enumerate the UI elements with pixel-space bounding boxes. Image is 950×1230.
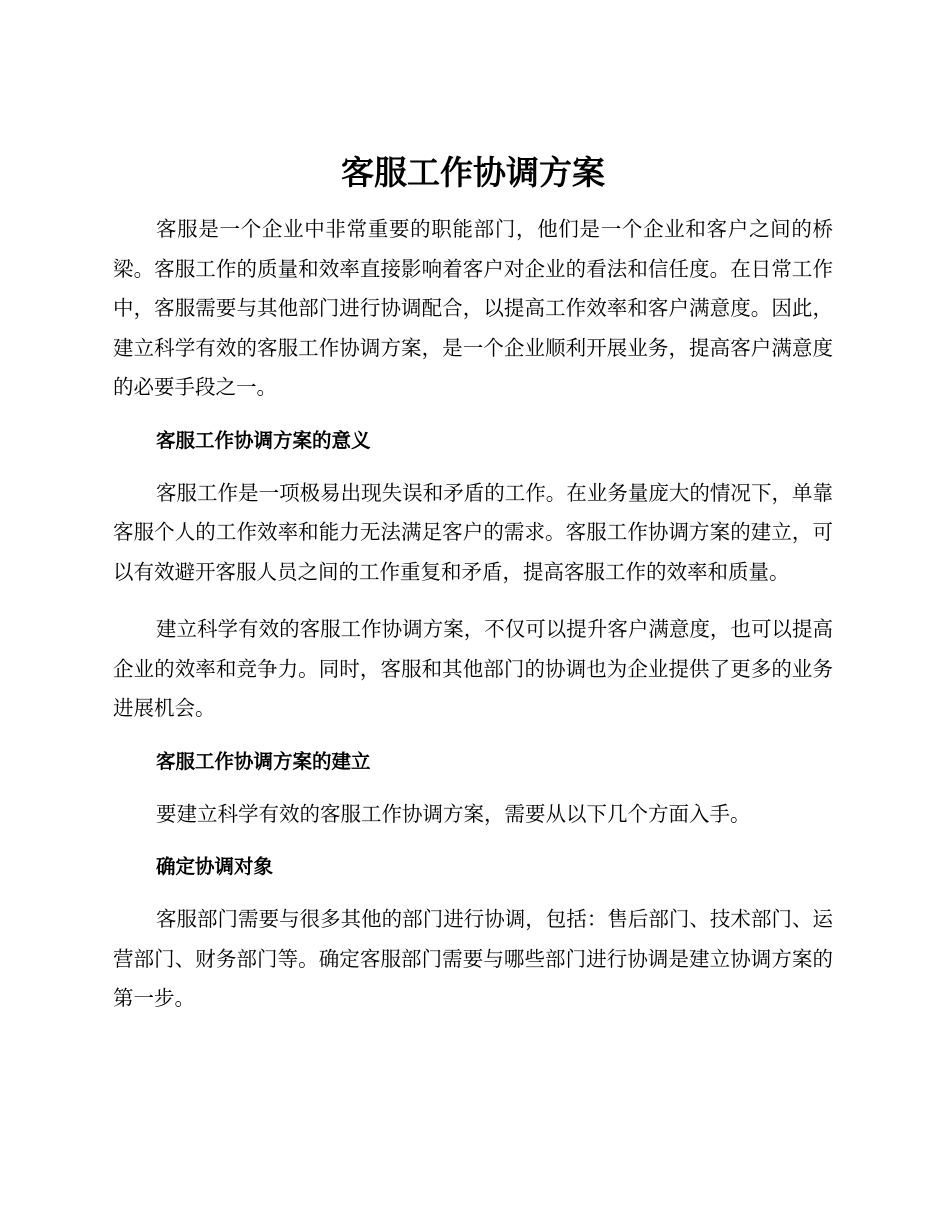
paragraph-significance-2: 建立科学有效的客服工作协调方案，不仅可以提升客户满意度，也可以提高企业的效率和竞争力。同时，客服和其他部门的协调也为企业提供了更多的业务进展机会。	[113, 617, 833, 720]
document-title: 客服工作协调方案	[341, 153, 605, 192]
paragraph-intro: 客服是一个企业中非常重要的职能部门，他们是一个企业和客户之间的桥梁。客服工作的质量和效率直接影响着客户对企业的看法和信任度。在日常工作中，客服需要与其他部门进行协调配合，以提高工作效率和客户满意度。因此，建立科学有效的客服工作协调方案，是一个企业顺利开展业务，提高客户满意度的必要手段之一。	[113, 217, 833, 399]
document-page	[113, 148, 833, 1019]
paragraph-significance-1: 客服工作是一项极易出现失误和矛盾的工作。在业务量庞大的情况下，单靠客服个人的工作效率和能力无法满足客户的需求。客服工作协调方案的建立，可以有效避开客服人员之间的工作重复和矛盾，提高客服工作的效率和质量。	[113, 480, 833, 584]
paragraph-coordination-targets: 客服部门需要与很多其他的部门进行协调，包括：售后部门、技术部门、运营部门、财务部门等。确定客服部门需要与哪些部门进行协调是建立协调方案的第一步。	[113, 907, 833, 1010]
paragraph-establishment: 要建立科学有效的客服工作协调方案，需要从以下几个方面入手。	[156, 801, 751, 826]
section-heading-significance: 客服工作协调方案的意义	[156, 428, 371, 452]
section-heading-establishment: 客服工作协调方案的建立	[156, 749, 371, 773]
subsection-heading-coordination-targets: 确定协调对象	[156, 855, 274, 878]
